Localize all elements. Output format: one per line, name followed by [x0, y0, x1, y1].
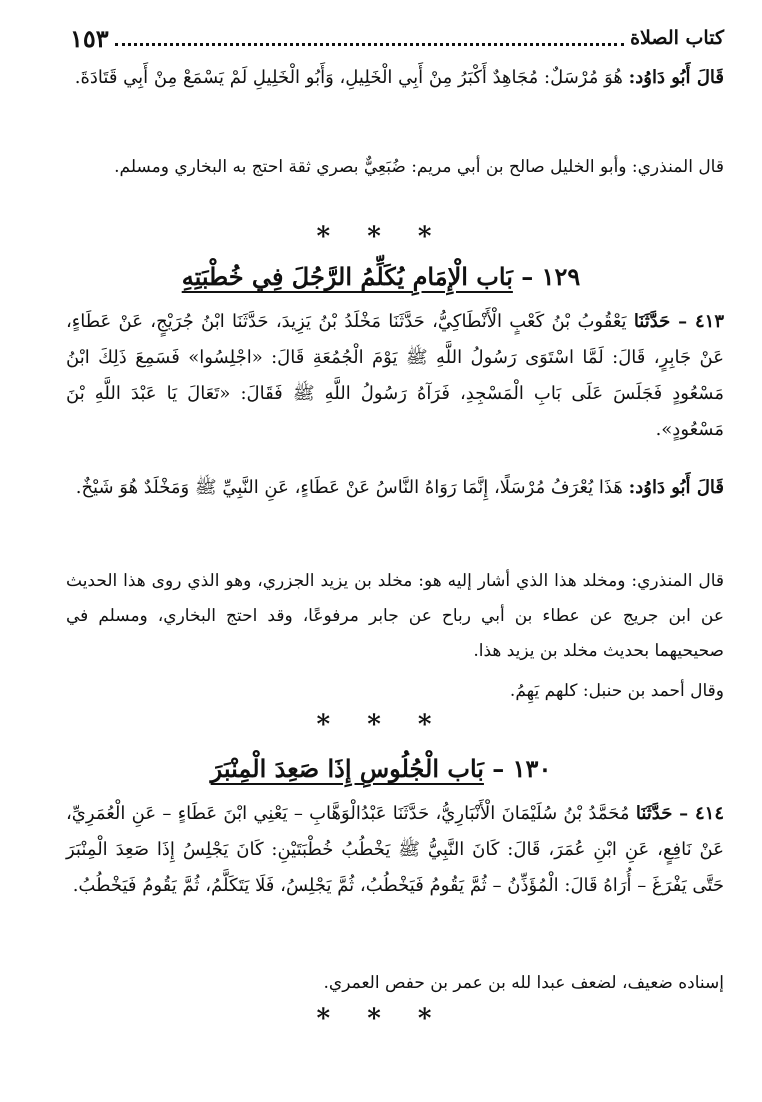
comment-lead: قَالَ أَبُو دَاوُد: — [628, 477, 724, 498]
hadith-text: يَعْقُوبُ بْنُ كَعْبٍ الْأَنْطَاكِيُّ، حَدَّثَنَا مَخْلَدُ بْنُ يَزِيدَ، حَدَّثَنَا ابْنُ جُرَيْجٍ، عَنْ عَطَاءٍ، عَنْ جَابِرٍ، قَالَ: لَمَّا اسْتَوَى رَسُولُ اللَّهِ ﷺ يَوْمَ الْجُمُعَةِ قَالَ: «اجْلِسُوا» فَسَمِعَ ذَلِكَ ابْنُ مَسْعُودٍ فَجَلَسَ عَلَى بَابِ الْمَسْجِدِ، فَرَآهُ رَسُولُ اللَّهِ ﷺ فَقَالَ: «تَعَالَ يَا عَبْدَ اللَّهِ بْنَ مَسْعُودٍ». — [66, 311, 725, 440]
section-separator-1: * * * — [316, 222, 446, 252]
mundhiri-note-1 — [66, 150, 724, 185]
note-text: قال المنذري: ومخلد هذا الذي أشار إليه هو: مخلد بن يزيد الجزري، وهو الذي روى هذا الحديث عن ابن جريج عن عطاء بن أبي رباح عن جابر مرفوعًا، وقد احتج البخاري، ومسلم في صحيحيهما بحديث مخلد بن يزيد هذا. — [66, 571, 724, 661]
comment-lead: قَالَ أَبُو دَاوُد: — [628, 67, 724, 88]
section-separator-3: * * * — [316, 1004, 446, 1034]
chapter-title: بَاب الْإِمَامِ يُكَلِّمُ الرَّجُلَ فِي خُطْبَتِهِ — [181, 262, 513, 291]
chapter-title: بَاب الْجُلُوسِ إِذَا صَعِدَ الْمِنْبَرَ — [210, 754, 484, 783]
header-dot-leader — [115, 43, 624, 46]
note-text: قال المنذري: وأبو الخليل صالح بن أبي مريم: ضُبَعِيٌّ بصري ثقة احتج به البخاري ومسلم. — [114, 157, 724, 177]
page-number: ١٥٣ — [70, 23, 109, 53]
comment-text: هُوَ مُرْسَلٌ: مُجَاهِدٌ أَكْبَرُ مِنْ أَبِي الْخَلِيلِ، وَأَبُو الْخَلِيلِ لَمْ يَسْمَعْ مِنْ أَبِي قَتَادَةَ. — [74, 67, 629, 88]
hadith-lead: ٤١٣ – حَدَّثَنَا — [633, 311, 724, 332]
comment-text: هَذَا يُعْرَفُ مُرْسَلًا، إِنَّمَا رَوَاهُ النَّاسُ عَنْ عَطَاءٍ، عَنِ النَّبِيِّ ﷺ وَمَخْلَدٌ هُوَ شَيْخٌ. — [75, 477, 629, 498]
mundhiri-note-2 — [66, 564, 724, 669]
chapter-number: ١٣٠ – — [492, 754, 552, 783]
note-text: إسناده ضعيف، لضعف عبدا لله بن عمر بن حفص العمري. — [323, 973, 724, 993]
hadith-414 — [66, 796, 724, 904]
section-separator-2: * * * — [316, 710, 446, 740]
chapter-heading-130 — [40, 754, 722, 783]
hadith-lead: ٤١٤ – حَدَّثَنَا — [635, 803, 724, 824]
abu-dawud-comment-2 — [66, 470, 724, 506]
abu-dawud-comment-1 — [66, 60, 724, 96]
chapter-number: ١٢٩ – — [521, 262, 581, 291]
hadith-413 — [66, 304, 724, 448]
hadith-text: مُحَمَّدُ بْنُ سُلَيْمَانَ الْأَنْبَارِيُّ، حَدَّثَنَا عَبْدُالْوَهَّابِ – يَعْنِي ابْنَ عَطَاءٍ – عَنِ الْعُمَرِيِّ، عَنْ نَافِعٍ، عَنِ ابْنِ عُمَرَ، قَالَ: كَانَ النَّبِيُّ ﷺ يَخْطُبُ خُطْبَتَيْنِ: كَانَ يَجْلِسُ إِذَا صَعِدَ الْمِنْبَرَ حَتَّى يَفْرَغَ – أُرَاهُ قَالَ: الْمُؤَذِّنُ – ثُمَّ يَقُومُ فَيَخْطُبُ، ثُمَّ يَجْلِسُ، فَلَا يَتَكَلَّمُ، ثُمَّ يَقُومُ فَيَخْطُبُ. — [66, 803, 724, 896]
chapter-heading-129 — [40, 262, 722, 291]
isnad-grading — [66, 966, 724, 1001]
book-title: كتاب الصلاة — [630, 27, 724, 49]
note-text: وقال أحمد بن حنبل: كلهم يَهِمُ. — [509, 681, 724, 701]
ahmad-note — [66, 674, 724, 709]
running-header — [70, 20, 724, 56]
